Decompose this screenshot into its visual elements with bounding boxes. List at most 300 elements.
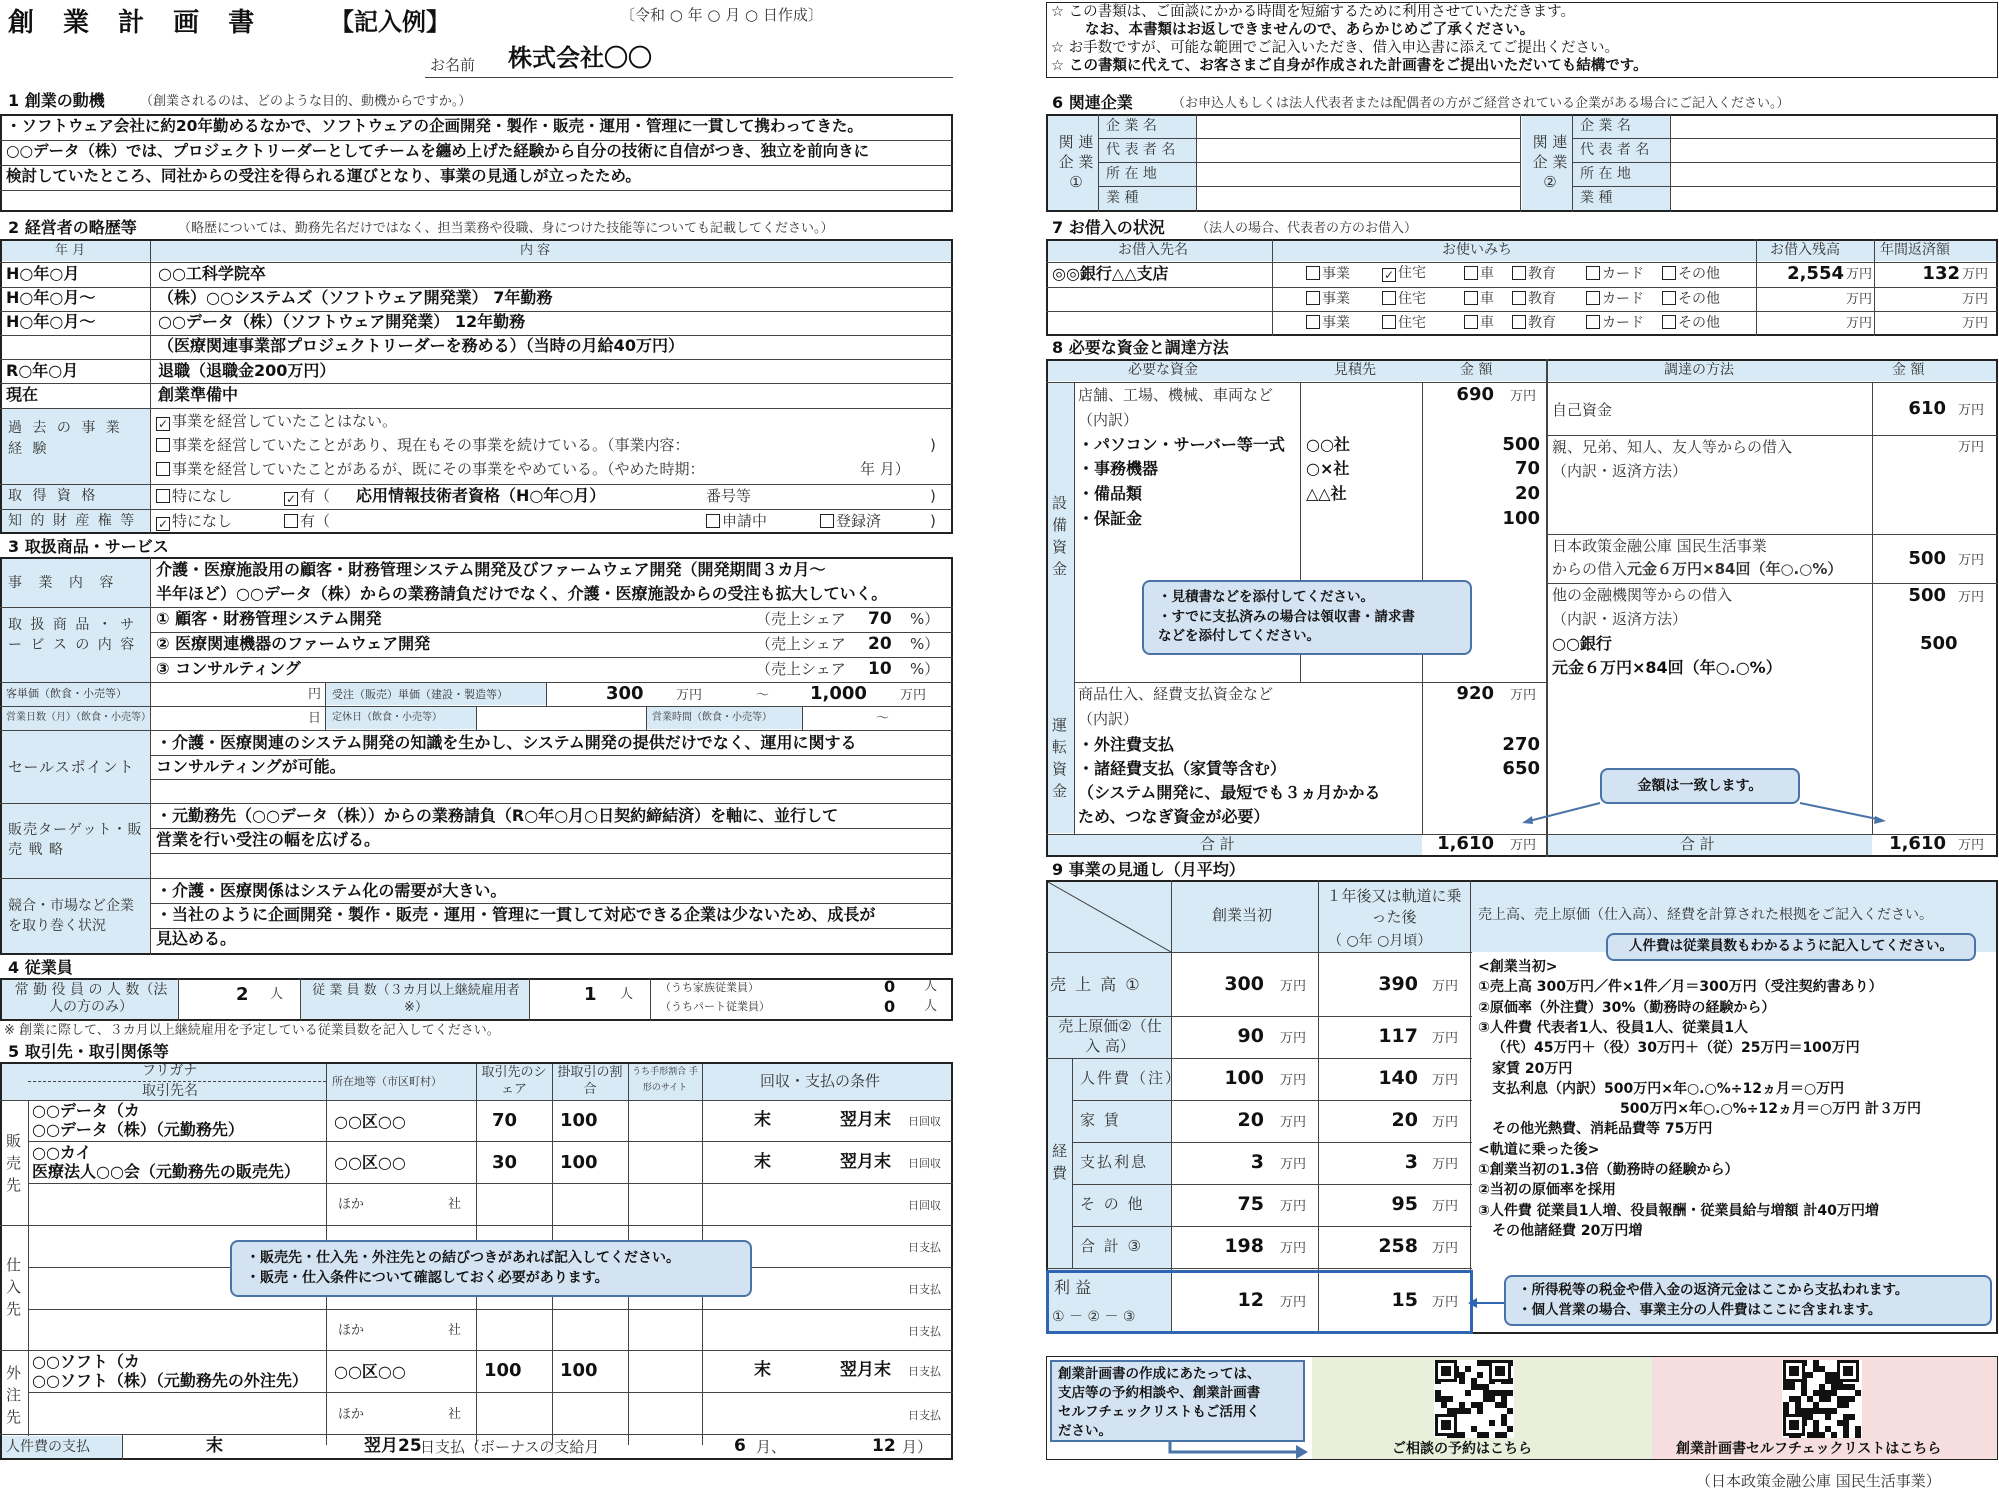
expense-label-2: 家 賃 — [1080, 1111, 1121, 1129]
equip-vendor-2: ○×社 — [1306, 459, 1350, 478]
equipment-breakdown-label: （内訳） — [1078, 411, 1139, 429]
product-share-1: 70 — [868, 609, 892, 629]
qual-yes-checkbox[interactable]: ✓ 有（ — [285, 487, 331, 506]
cost-after: 117 — [1378, 1025, 1418, 1047]
equip-vendor-3: △△社 — [1306, 484, 1347, 503]
source-own-funds-amount: 610 — [1908, 398, 1946, 419]
section8-title: 8 必要な資金と調達方法 — [1052, 338, 1229, 357]
payroll-bonus-label: 日支払（ボーナスの支給月 — [420, 1438, 600, 1456]
qr-checklist-label[interactable]: 創業計画書セルフチェックリストはこちら — [1676, 1441, 1942, 1457]
part-unit: 人 — [924, 999, 938, 1014]
section4-title: 4 従業員 — [8, 958, 73, 977]
borrow-2-annual-unit: 万円 — [1962, 292, 1989, 307]
borrow-1-annual: 132 — [1922, 263, 1960, 284]
qr-code-consultation[interactable] — [1434, 1360, 1514, 1438]
unit-price-yen: 円 — [308, 687, 322, 702]
section9-title: 9 事業の見通し（月平均） — [1052, 860, 1245, 879]
source-other-banks-amount: 500 — [1908, 585, 1946, 606]
section7-subtitle: （法人の場合、代表者の方のお借入） — [1196, 221, 1418, 236]
basis-line-1: <創業当初> — [1478, 959, 1558, 975]
partners-callout-line-1: ・販売先・仕入先・外注先との結びつきがあれば記入してください。 — [246, 1250, 680, 1266]
profit-callout-line-2: ・個人営業の場合、事業主分の人件費はここに含まれます。 — [1518, 1301, 1882, 1318]
business-line-2: 半年ほど）○○データ（株）からの業務請負だけでなく、介護・医療施設からの受注も拡大していく。 — [156, 584, 888, 603]
cost-label: 売上原価②（仕 入 高） — [1058, 1017, 1162, 1055]
profit-callout-arrow — [1466, 1296, 1506, 1310]
estimate-callout-line-3: などを添付してください。 — [1158, 628, 1320, 645]
working-breakdown-label: （内訳） — [1078, 710, 1139, 728]
employees-unit: 人 — [620, 987, 634, 1002]
product-share-2: 20 — [868, 634, 892, 654]
basis-callout: 人件費は従業員数もわかるように記入してください。 — [1606, 933, 1976, 961]
supplier-1-pay-suffix: 日支払 — [908, 1241, 941, 1254]
related-company-1-label: 関 連 企 業 ① — [1058, 133, 1094, 191]
outsourcer-1-close: 末 — [754, 1360, 771, 1380]
qual-none-checkbox[interactable]: 特になし — [156, 489, 232, 504]
amount-match-callout: 金額は一致します。 — [1600, 768, 1800, 804]
source-other-banks-unit: 万円 — [1958, 590, 1985, 605]
rc2-field-industry: 業 種 — [1580, 190, 1613, 206]
header-amount-2: 金 額 — [1892, 362, 1925, 378]
seller-1-close: 末 — [754, 1110, 771, 1130]
header-after: １年後又は軌道に乗った後 — [1326, 887, 1462, 926]
part-employees-label: （うちパート従業員） — [660, 1000, 770, 1013]
payroll-close: 末 — [206, 1436, 223, 1456]
header-partner-name: 取引先名 — [142, 1083, 198, 1099]
rc2-field-name: 企 業 名 — [1580, 118, 1631, 134]
borrow-2-use-2-checkbox[interactable]: 住宅 — [1382, 291, 1426, 306]
expense-startup-5: 198 — [1224, 1235, 1264, 1257]
seller-2-address: ○○区○○ — [334, 1153, 406, 1172]
motivation-box — [0, 114, 953, 212]
sales-startup-unit: 万円 — [1280, 979, 1307, 994]
header-after-date: （ ○年 ○月頃） — [1328, 933, 1432, 949]
hours-tilde: ～ — [876, 711, 890, 726]
related-company-2-label: 関 連 企 業 ② — [1532, 133, 1568, 191]
payroll-day: 翌月25 — [364, 1436, 422, 1456]
borrow-1-use-1-checkbox[interactable]: 事業 — [1306, 266, 1350, 281]
qr-code-checklist[interactable] — [1782, 1360, 1862, 1438]
officers-unit: 人 — [270, 987, 284, 1002]
estimate-callout-line-2: ・すでに支払済みの場合は領収書・請求書 — [1158, 608, 1415, 625]
borrow-1-balance-unit: 万円 — [1846, 267, 1873, 282]
header-annual: 年間返済額 — [1880, 242, 1950, 258]
source-own-funds-unit: 万円 — [1958, 403, 1985, 418]
need-total-label: 合 計 — [1200, 835, 1235, 853]
supplier-3-pay-suffix: 日支払 — [908, 1325, 941, 1338]
business-line-1: 介護・医療施設用の顧客・財務管理システム開発及びファームウェア開発（開発期間３カ月～ — [156, 560, 826, 579]
borrow-3-balance-unit: 万円 — [1846, 316, 1873, 331]
header-amount: 金 額 — [1460, 362, 1493, 378]
expense-label-3: 支払利息 — [1080, 1153, 1149, 1171]
work-note-1: （システム開発に、最短でも３ヵ月かかる — [1078, 783, 1381, 802]
profit-callout — [1504, 1275, 1992, 1326]
expense-after-unit-1: 万円 — [1432, 1073, 1459, 1088]
order-tilde: ～ — [756, 688, 770, 703]
source-jfc: 日本政策金融公庫 国民生活事業 — [1552, 537, 1767, 555]
share-label-2: （売上シェア — [756, 635, 846, 653]
basis-line-8: 500万円×年○.○%÷12ヵ月＝○万円 計３万円 — [1620, 1101, 1922, 1118]
borrow-2-use-1-checkbox[interactable]: 事業 — [1306, 291, 1350, 306]
header-diagonal — [1048, 882, 1171, 952]
partners-callout — [230, 1240, 752, 1297]
profit-callout-line-1: ・所得税等の税金や借入金の返済元金はここから支払われます。 — [1518, 1282, 1909, 1298]
order-price-min: 300 — [606, 683, 644, 704]
document-title: 創 業 計 画 書 — [8, 8, 265, 38]
competition-line-3: 見込める。 — [156, 929, 237, 948]
seller-1-collect: 翌月末 — [840, 1110, 891, 1130]
qual-number-label: 番号等 — [706, 487, 752, 505]
footer-advice-line-2: 支店等の予約相談や、創業計画書 — [1058, 1385, 1261, 1401]
seller-1-address: ○○区○○ — [334, 1112, 406, 1131]
source-jfc-terms: からの借入元金６万円×84回（年○.○%） — [1552, 560, 1843, 578]
expense-startup-4: 75 — [1237, 1193, 1264, 1215]
borrow-1-lender: ◎◎銀行△△支店 — [1052, 264, 1169, 283]
section2-title: 2 経営者の略歴等 — [8, 218, 137, 237]
work-item-2: ・諸経費支払（家賃等含む） — [1078, 759, 1287, 778]
outsourcer-1-share: 100 — [484, 1360, 522, 1381]
footer-advice-line-1: 創業計画書の作成にあたっては、 — [1058, 1366, 1261, 1382]
section7-title: 7 お借入の状況 — [1052, 218, 1165, 237]
borrow-3-annual-unit: 万円 — [1962, 316, 1989, 331]
work-amount-2: 650 — [1502, 758, 1540, 779]
basis-line-9: その他光熱費、消耗品費等 75万円 — [1492, 1121, 1713, 1138]
working-total: 920 — [1456, 683, 1494, 704]
motivation-line-3: 検討していたところ、同社からの受注を得られる運びとなり、事業の見通しが立ったため。 — [6, 167, 641, 185]
sales-target-label: 販売ターゲット・販 売 戦 略 — [8, 822, 143, 858]
need-total-unit: 万円 — [1510, 838, 1537, 853]
section1-title: 1 創業の動機 — [8, 91, 105, 110]
borrow-1-use-2-checkbox[interactable]: ✓ 住宅 — [1383, 265, 1426, 282]
order-min-unit: 万円 — [676, 688, 703, 703]
family-employees-label: （うち家族従業員） — [660, 981, 759, 994]
employees-note: ※ 創業に際して、３カ月以上継続雇用を予定している従業員数を記入してください。 — [4, 1023, 500, 1038]
share-pct-2: %） — [910, 635, 940, 653]
header-bill-site: うち手形割合 手形のサイト — [632, 1067, 698, 1093]
bonus-month-2: 12 — [872, 1436, 896, 1456]
note-4: ☆ この書類に代えて、お客さまご自身が作成された計画書をご提出いただいても結構です。 — [1051, 58, 1648, 74]
past-experience-label: 過 去 の 事 業 経 験 — [8, 420, 123, 457]
outsourcer-other: ほか — [338, 1407, 365, 1422]
seller-2-name: 医療法人○○会（元勤務先の販売先） — [32, 1162, 300, 1181]
expense-after-unit-3: 万円 — [1432, 1157, 1459, 1172]
basis-line-10: <軌道に乗った後> — [1478, 1141, 1600, 1158]
source-jfc-amount: 500 — [1908, 548, 1946, 569]
source-total: 1,610 — [1889, 833, 1946, 854]
expense-label-4: そ の 他 — [1080, 1195, 1145, 1213]
header-lender: お借入先名 — [1118, 242, 1188, 258]
creation-date: 〔令和 ○ 年 ○ 月 ○ 日作成〕 — [620, 6, 823, 24]
expense-startup-2: 20 — [1237, 1109, 1264, 1131]
borrow-3-use-1-checkbox[interactable]: 事業 — [1306, 315, 1350, 330]
working-funds-label: 運 転 資 金 — [1052, 716, 1068, 800]
expense-startup-unit-3: 万円 — [1280, 1157, 1307, 1172]
source-bank-terms: 元金６万円×84回（年○.○%） — [1552, 658, 1782, 677]
borrow-2-use-4-checkbox[interactable]: 教育 — [1512, 291, 1556, 306]
header-basis: 売上高、売上原価（仕入高）、経費を計算された根拠をご記入ください。 — [1478, 907, 1933, 923]
equip-amount-2: 70 — [1514, 458, 1540, 479]
career-content-6: 創業準備中 — [158, 385, 239, 404]
borrow-2-use-6-checkbox[interactable]: その他 — [1662, 291, 1720, 306]
expenses-label: 経 費 — [1052, 1142, 1068, 1182]
seller-2-credit: 100 — [560, 1152, 598, 1173]
officers-label: 常 勤 役 員 の 人 数（法人の方のみ） — [14, 982, 168, 1015]
bonus-month-2-unit: 月） — [902, 1438, 933, 1456]
family-count: 0 — [884, 977, 896, 996]
expense-startup-unit-4: 万円 — [1280, 1199, 1307, 1214]
past-exp-option-2[interactable]: 事業を経営していたことがあり、現在もその事業を続けている。（事業内容： — [156, 438, 690, 453]
expense-after-3: 3 — [1404, 1151, 1418, 1173]
source-total-label: 合 計 — [1680, 835, 1715, 853]
ip-yes-checkbox[interactable]: 有（ — [284, 514, 330, 529]
estimate-callout — [1142, 580, 1472, 655]
ip-pending-checkbox[interactable]: 申請中 — [706, 514, 767, 529]
borrow-3-use-6-checkbox[interactable]: その他 — [1662, 315, 1720, 330]
product-2: ② 医療関連機器のファームウェア開発 — [156, 634, 431, 653]
borrow-2-use-3-checkbox[interactable]: 車 — [1464, 291, 1494, 306]
header-address: 所在地等（市区町村） — [332, 1075, 442, 1088]
past-exp-option-1[interactable]: ✓ 事業を経営していたことはない。 — [157, 412, 398, 431]
example-label: 【記入例】 — [330, 8, 450, 36]
supplier-2-pay-suffix: 日支払 — [908, 1283, 941, 1296]
outsourcing-label: 外注先 — [6, 1364, 22, 1426]
sales-point-label: セールスポイント — [8, 758, 135, 776]
expense-after-unit-5: 万円 — [1432, 1241, 1459, 1256]
profit-startup-unit: 万円 — [1280, 1295, 1307, 1310]
career-year-1: H○年○月 — [6, 264, 80, 283]
equipment-funds-label: 設 備 資 金 — [1052, 494, 1068, 578]
profit-after-unit: 万円 — [1432, 1295, 1459, 1310]
profit-label: 利 益 — [1054, 1278, 1092, 1297]
rc1-field-address: 所 在 地 — [1106, 166, 1157, 182]
borrow-1-use-4-checkbox[interactable]: 教育 — [1512, 266, 1556, 281]
sales-label: 売 上 高 ① — [1050, 975, 1142, 994]
partners-callout-line-2: ・販売・仕入条件について確認しておく必要があります。 — [246, 1270, 609, 1287]
header-startup: 創業当初 — [1212, 906, 1273, 924]
part-count: 0 — [884, 997, 896, 1016]
rc2-field-rep: 代 表 者 名 — [1580, 142, 1650, 158]
order-max-unit: 万円 — [900, 688, 927, 703]
seller-2-collect: 翌月末 — [840, 1152, 891, 1172]
target-line-2: 営業を行い受注の幅を広げる。 — [156, 830, 381, 849]
expense-label-5: 合 計 ③ — [1080, 1237, 1143, 1255]
seller-2-kana: ○○カイ — [32, 1143, 92, 1162]
career-content-5: 退職（退職金200万円） — [158, 361, 336, 380]
past-exp-year: 年 月） — [860, 460, 910, 478]
officers-count: 2 — [236, 984, 249, 1005]
borrow-3-use-3-checkbox[interactable]: 車 — [1464, 315, 1494, 330]
career-col-content: 内 容 — [520, 243, 551, 258]
footer-advice-line-3: セルフチェックリストもご活用く — [1058, 1404, 1260, 1420]
basis-line-12: ②当初の原価率を採用 — [1478, 1182, 1616, 1199]
equip-item-2: ・事務機器 — [1078, 459, 1159, 478]
competition-line-2: ・当社のように企画開発・製作・販売・運用・管理に一貫して対応できる企業は少ないため、成長が — [156, 905, 876, 924]
header-use: お使いみち — [1442, 242, 1512, 258]
note-2: なお、本書類はお返しできませんので、あらかじめご了承ください。 — [1085, 22, 1535, 38]
product-3: ③ コンサルティング — [156, 659, 301, 678]
seller-2-close: 末 — [754, 1152, 771, 1172]
need-total: 1,610 — [1437, 833, 1494, 854]
expense-after-2: 20 — [1391, 1109, 1418, 1131]
business-hours-label: 営業時間（飲食・小売等） — [652, 712, 772, 723]
outsourcer-1-credit: 100 — [560, 1360, 598, 1381]
source-total-unit: 万円 — [1958, 838, 1985, 853]
source-family-unit: 万円 — [1958, 440, 1985, 455]
seller-1-collect-suffix: 日回収 — [908, 1115, 941, 1128]
order-price-max: 1,000 — [810, 683, 867, 704]
competition-label: 競合・市場など企業を取り巻く状況 — [8, 898, 134, 934]
work-note-2: ため、つなぎ資金が必要） — [1078, 807, 1270, 826]
source-family: 親、兄弟、知人、友人等からの借入 — [1552, 438, 1793, 456]
seller-other-unit: 社 — [448, 1197, 462, 1212]
equipment-total: 690 — [1456, 384, 1494, 405]
section2-subtitle: （略歴については、勤務先名だけではなく、担当業務や役職、身につけた技能等についても記載してください。） — [178, 221, 834, 236]
expense-startup-unit-2: 万円 — [1280, 1115, 1307, 1130]
borrow-3-use-5-checkbox[interactable]: カード — [1586, 315, 1644, 330]
career-year-6: 現在 — [6, 385, 39, 404]
borrow-1-use-3-checkbox[interactable]: 車 — [1464, 266, 1494, 281]
career-year-2: H○年○月～ — [6, 288, 96, 307]
equip-amount-1: 500 — [1502, 434, 1540, 455]
rc1-field-industry: 業 種 — [1106, 190, 1139, 206]
source-bank-name: ○○銀行 — [1552, 634, 1612, 653]
seller-1-name: ○○データ（株）（元勤務先） — [32, 1120, 244, 1139]
borrow-1-use-6-checkbox[interactable]: その他 — [1662, 266, 1720, 281]
share-label-1: （売上シェア — [756, 610, 846, 628]
basis-line-13: ③人件費 従業員1人増、役員報酬・従業員給与増額 計40万円増 — [1478, 1202, 1879, 1219]
source-jfc-unit: 万円 — [1958, 553, 1985, 568]
source-own-funds: 自己資金 — [1552, 401, 1613, 419]
expense-startup-unit-5: 万円 — [1280, 1241, 1307, 1256]
sales-after-unit: 万円 — [1432, 979, 1459, 994]
basis-line-2: ①売上高 300万円／件×1件／月＝300万円（受注契約書あり） — [1478, 979, 1883, 996]
equip-vendor-1: ○○社 — [1306, 435, 1350, 454]
qr-pattern-icon — [1782, 1360, 1862, 1438]
header-balance: お借入残高 — [1770, 242, 1840, 258]
share-pct-1: %） — [910, 610, 940, 628]
section6-title: 6 関連企業 — [1052, 93, 1133, 112]
cost-after-unit: 万円 — [1432, 1031, 1459, 1046]
career-content-3: ○○データ（株）（ソフトウェア開発業） 12年勤務 — [158, 312, 526, 331]
equip-amount-4: 100 — [1502, 508, 1540, 529]
borrow-1-annual-unit: 万円 — [1962, 267, 1989, 282]
career-col-year: 年 月 — [55, 243, 86, 258]
basis-line-3: ②原価率（外注費）30%（勤務時の経験から） — [1478, 999, 1776, 1016]
target-line-1: ・元勤務先（○○データ（株））からの業務請負（R○年○月○日契約締結済）を軸に、並行して — [156, 806, 839, 825]
borrow-2-use-5-checkbox[interactable]: カード — [1586, 291, 1644, 306]
seller-3-collect-suffix: 日回収 — [908, 1199, 941, 1212]
qualification-text: 応用情報技術者資格（H○年○月） — [356, 486, 606, 505]
supplier-other: ほか — [338, 1323, 365, 1338]
header-share: 取引先のシェア — [481, 1065, 547, 1097]
basis-line-6: 家賃 20万円 — [1492, 1060, 1573, 1077]
footer-advice-line-4: ださい。 — [1058, 1423, 1112, 1439]
rc1-field-rep: 代 表 者 名 — [1106, 142, 1176, 158]
borrow-3-use-2-checkbox[interactable]: 住宅 — [1382, 315, 1426, 330]
seller-1-kana: ○○データ（カ — [32, 1101, 140, 1120]
seller-1-share: 70 — [492, 1110, 518, 1131]
outsourcer-1-name: ○○ソフト（株）（元勤務先の外注先） — [32, 1371, 308, 1390]
expense-after-4: 95 — [1391, 1193, 1418, 1215]
qualification-label: 取 得 資 格 — [8, 488, 99, 504]
section5-title: 5 取引先・取引関係等 — [8, 1042, 169, 1061]
sales-point-line-1: ・介護・医療関連のシステム開発の知識を生かし、システム開発の提供だけでなく、運用に関する — [156, 733, 857, 752]
past-exp-option-3[interactable]: 事業を経営していたことがあるが、既にその事業をやめている。（やめた時期： — [156, 462, 705, 477]
motivation-line-2: ○○データ（株）では、プロジェクトリーダーとしてチームを纏め上げた経験から自分の技術に自信がつき、独立を前向きに — [6, 142, 870, 160]
career-content-4: （医療関連事業部プロジェクトリーダーを務める）（当時の月給40万円） — [158, 336, 684, 355]
share-pct-3: %） — [910, 660, 940, 678]
borrow-1-balance: 2,554 — [1787, 263, 1844, 284]
profit-formula: ① － ② － ③ — [1052, 1309, 1136, 1325]
header-credit-ratio: 掛取引の割合 — [557, 1065, 623, 1097]
source-bank-amount: 500 — [1920, 633, 1958, 654]
ip-label: 知 的 財 産 権 等 — [8, 513, 137, 529]
basis-line-7: 支払利息（内訳）500万円×年○.○%÷12ヵ月＝○万円 — [1492, 1080, 1845, 1097]
profit-startup: 12 — [1237, 1289, 1264, 1311]
section3-title: 3 取扱商品・サービス — [8, 537, 169, 556]
ip-none-checkbox[interactable]: ✓ 特になし — [157, 512, 233, 531]
sales-point-line-2: コンサルティングが可能。 — [156, 757, 346, 776]
career-year-5: R○年○月 — [6, 361, 79, 380]
equip-item-1: ・パソコン・サーバー等一式 — [1078, 435, 1285, 454]
amount-match-arrows — [1520, 780, 1890, 830]
suppliers-label: 仕入先 — [6, 1256, 22, 1318]
basis-line-11: ①創業当初の1.3倍（勤務時の経験から） — [1478, 1162, 1739, 1178]
ip-registered-checkbox[interactable]: 登録済 — [820, 514, 881, 529]
sales-partners-label: 販売先 — [6, 1132, 22, 1194]
expense-startup-unit-1: 万円 — [1280, 1073, 1307, 1088]
basis-line-14: その他諸経費 20万円増 — [1492, 1222, 1643, 1239]
header-estimate: 見積先 — [1334, 362, 1376, 378]
business-content-label: 事 業 内 容 — [8, 575, 120, 591]
outsourcer-1-address: ○○区○○ — [334, 1362, 406, 1381]
borrow-2-balance-unit: 万円 — [1846, 292, 1873, 307]
borrow-3-use-4-checkbox[interactable]: 教育 — [1512, 315, 1556, 330]
working-total-unit: 万円 — [1510, 688, 1537, 703]
footer-arrow-icon — [1160, 1440, 1310, 1460]
sales-startup: 300 — [1224, 973, 1264, 995]
cost-startup: 90 — [1237, 1025, 1264, 1047]
bonus-month-1: 6 — [734, 1436, 746, 1456]
header-terms: 回収・支払の条件 — [760, 1072, 881, 1090]
expense-startup-3: 3 — [1250, 1151, 1264, 1173]
notes-box — [1046, 2, 1998, 78]
expense-after-5: 258 — [1378, 1235, 1418, 1257]
supplier-other-unit: 社 — [448, 1323, 462, 1338]
employees-label: 従 業 員 数（３カ月以上継続雇用者※） — [312, 983, 520, 1015]
motivation-line-1: ・ソフトウェア会社に約20年勤めるなかで、ソフトウェアの企画開発・製作・販売・運用・管理に一貫して携わってきた。 — [6, 117, 863, 135]
products-label: 取 扱 商 品 ・ サ ー ビ ス の 内 容 — [8, 617, 137, 653]
seller-2-collect-suffix: 日回収 — [908, 1157, 941, 1170]
qr-consultation-label[interactable]: ご相談の予約はこちら — [1392, 1441, 1532, 1457]
business-days-unit: 日 — [308, 711, 322, 726]
expense-startup-1: 100 — [1224, 1067, 1264, 1089]
source-other-banks: 他の金融機関等からの借入 — [1552, 586, 1733, 604]
borrow-1-use-5-checkbox[interactable]: カード — [1586, 266, 1644, 281]
work-amount-1: 270 — [1502, 734, 1540, 755]
career-content-1: ○○工科学院卒 — [158, 264, 266, 283]
source-other-banks-terms-label: （内訳・返済方法） — [1552, 610, 1688, 628]
equip-item-4: ・保証金 — [1078, 509, 1143, 528]
equip-item-3: ・備品類 — [1078, 484, 1143, 503]
expense-after-unit-2: 万円 — [1432, 1115, 1459, 1130]
section6-subtitle: （お申込人もしくは法人代表者または配偶者の方がご経営されている企業がある場合にご記入ください。） — [1172, 96, 1790, 111]
employees-count: 1 — [584, 984, 597, 1005]
header-source: 調達の方法 — [1664, 362, 1734, 378]
bonus-month-1-unit: 月、 — [756, 1438, 787, 1456]
order-price-label: 受注（販売）単価（建設・製造等） — [332, 688, 508, 701]
unit-price-label: 客単価（飲食・小売等） — [6, 687, 127, 700]
equipment-head: 店舗、工場、機械、車両など — [1078, 386, 1274, 404]
